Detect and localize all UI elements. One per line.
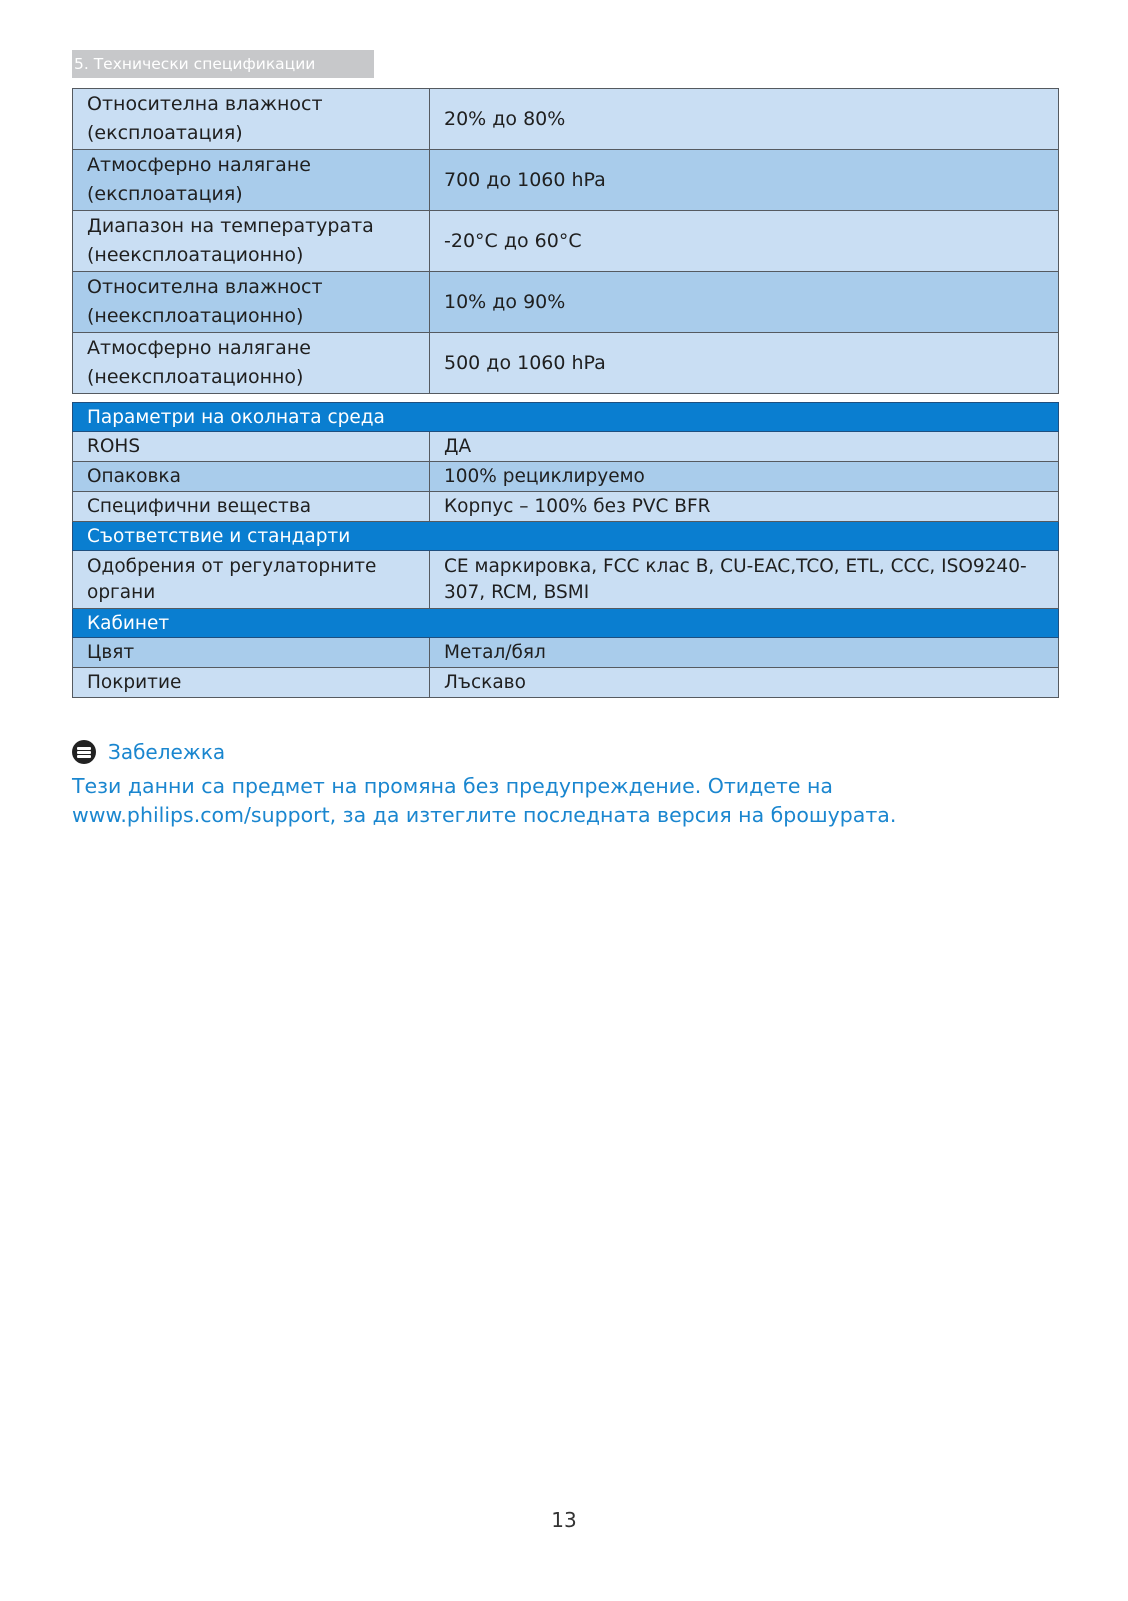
section-row-compliance — [73, 522, 1059, 551]
page-number: 13 — [551, 1508, 577, 1532]
table-row — [73, 462, 1059, 492]
spec-label: Одобрения от регулаторните органи — [73, 551, 430, 609]
section-row-environment — [73, 403, 1059, 432]
spec-label: ROHS — [73, 432, 430, 462]
specs-table — [72, 402, 1059, 698]
table-row — [73, 668, 1059, 698]
spec-label: Атмосферно налягане (експлоатация) — [73, 150, 430, 211]
table-row — [73, 638, 1059, 668]
note-icon — [72, 740, 96, 764]
section-title: Параметри на околната среда — [73, 403, 1059, 432]
table-row — [73, 272, 1059, 333]
table-row — [73, 492, 1059, 522]
note-header — [72, 738, 1062, 766]
spec-value: 20% до 80% — [430, 89, 1059, 150]
spec-label: Цвят — [73, 638, 430, 668]
spec-label: Относителна влажност (експлоатация) — [73, 89, 430, 150]
table-row — [73, 432, 1059, 462]
section-title: Кабинет — [73, 609, 1059, 638]
spec-label: Опаковка — [73, 462, 430, 492]
spec-label: Диапазон на температурата (неексплоатационно) — [73, 211, 430, 272]
table-row — [73, 333, 1059, 394]
section-row-cabinet — [73, 609, 1059, 638]
spec-value: ДА — [430, 432, 1059, 462]
spec-value: Лъскаво — [430, 668, 1059, 698]
section-title: Съответствие и стандарти — [73, 522, 1059, 551]
spec-value: Корпус – 100% без PVC BFR — [430, 492, 1059, 522]
table-row — [73, 551, 1059, 609]
note-title: Забележка — [108, 740, 226, 764]
spec-label: Покритие — [73, 668, 430, 698]
spec-label: Специфични вещества — [73, 492, 430, 522]
note-block — [72, 738, 1062, 830]
table-row — [73, 150, 1059, 211]
spec-value: 100% рециклируемо — [430, 462, 1059, 492]
spec-value: -20°C до 60°C — [430, 211, 1059, 272]
spec-value: CE маркировка, FCC клас B, CU-EAC,TCO, ETL, CCC, ISO9240-307, RCM, BSMI — [430, 551, 1059, 609]
section-header: 5. Технически спецификации — [72, 50, 374, 78]
conditions-table — [72, 88, 1059, 394]
spec-value: Метал/бял — [430, 638, 1059, 668]
spec-label: Относителна влажност (неексплоатационно) — [73, 272, 430, 333]
spec-value: 10% до 90% — [430, 272, 1059, 333]
spec-value: 500 до 1060 hPa — [430, 333, 1059, 394]
table-row — [73, 89, 1059, 150]
table-row — [73, 211, 1059, 272]
spec-label: Атмосферно налягане (неексплоатационно) — [73, 333, 430, 394]
spec-value: 700 до 1060 hPa — [430, 150, 1059, 211]
note-text: Тези данни са предмет на промяна без предупреждение. Отидете на www.philips.com/support, за да изтеглите последната версия на брошурата. — [72, 774, 897, 827]
